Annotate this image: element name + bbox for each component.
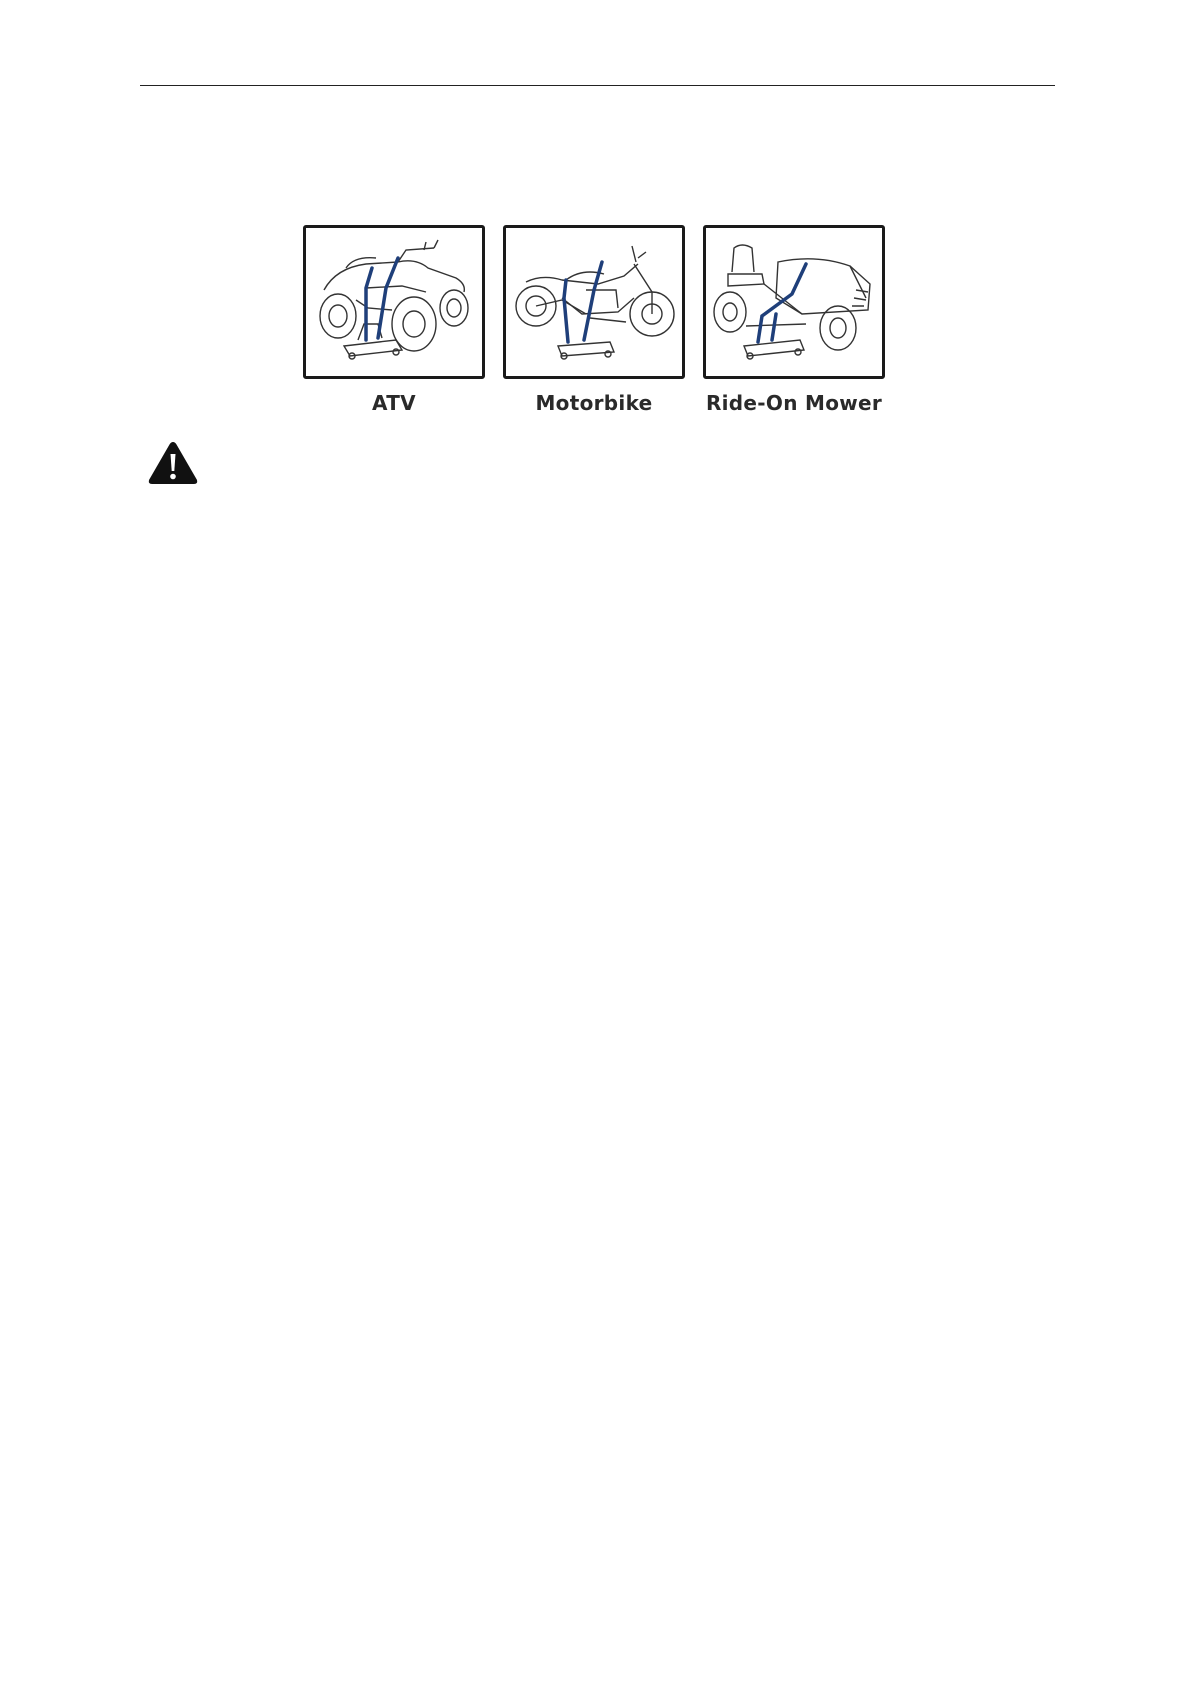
motorbike-caption: Motorbike [535,391,653,415]
panel-atv [303,225,485,421]
vehicle-figure [303,225,885,421]
atv-frame [303,225,485,379]
ride-on-mower-caption: Ride-On Mower [705,391,883,415]
ride-on-mower-illustration [706,228,882,376]
panel-motorbike [503,225,685,421]
ride-on-mower-frame [703,225,885,379]
motorbike-frame [503,225,685,379]
header-rule [140,85,1055,86]
atv-caption: ATV [372,391,416,415]
warning-triangle-icon [147,440,199,486]
panel-ride-on-mower [703,225,885,421]
atv-illustration [306,228,482,376]
motorbike-illustration [506,228,682,376]
